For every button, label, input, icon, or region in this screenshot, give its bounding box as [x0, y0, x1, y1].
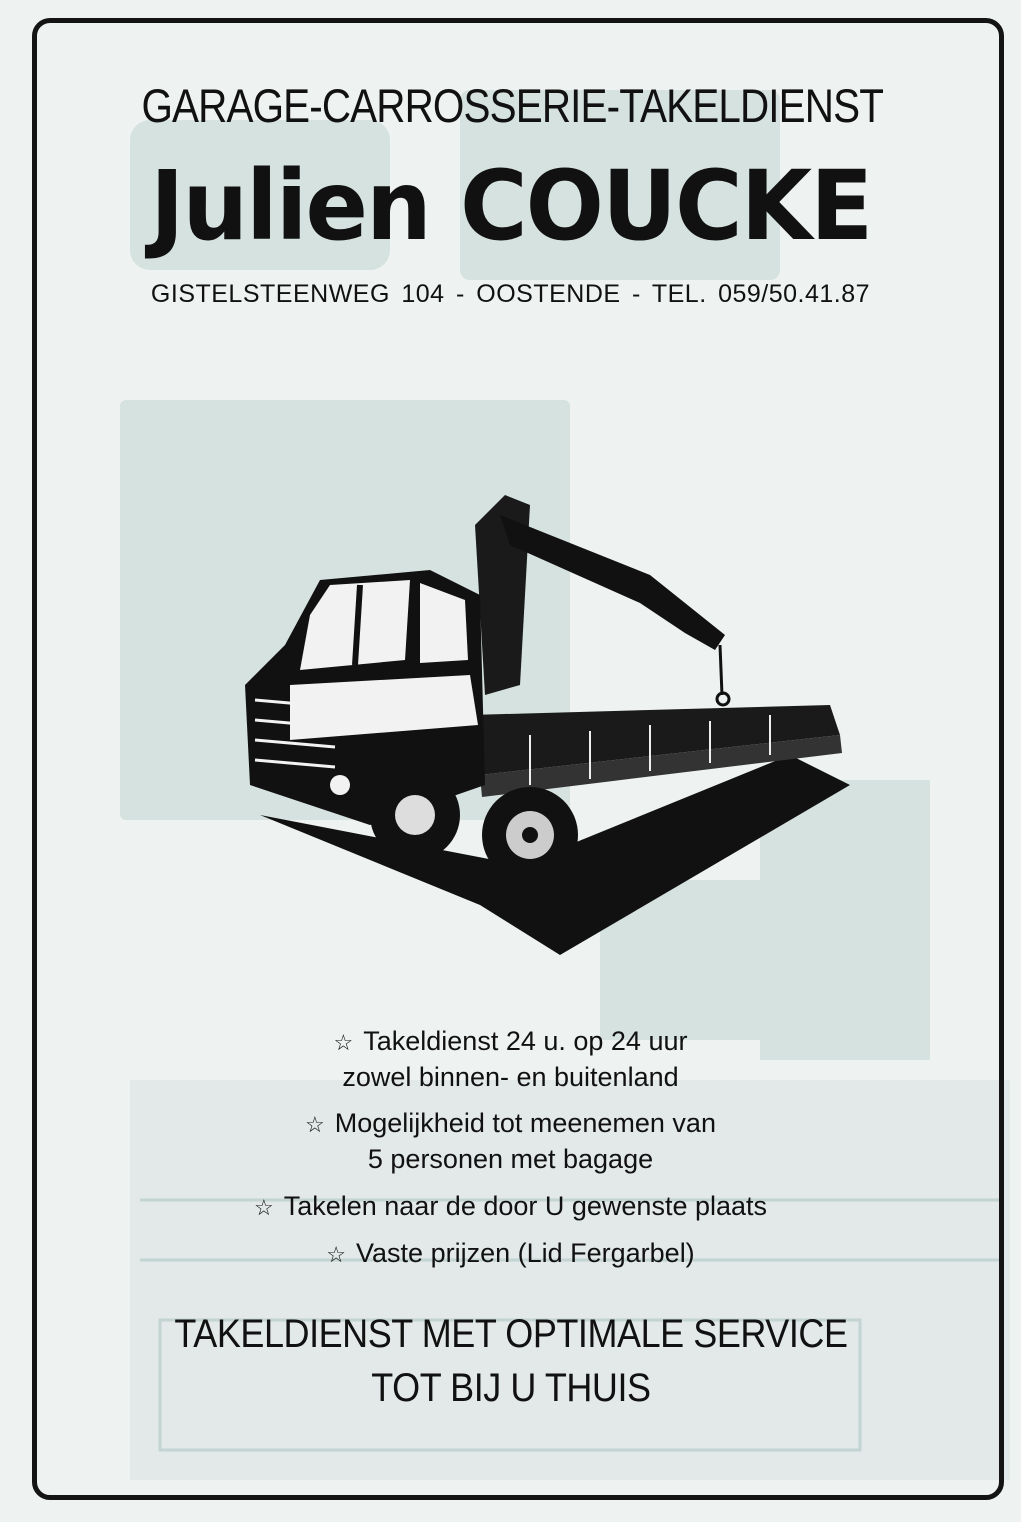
service-item-1-line-2: zowel binnen- en buitenland — [342, 1062, 679, 1092]
service-item-1 — [0, 1026, 1021, 1057]
star-outline-icon: ☆ — [333, 1030, 354, 1055]
name-last: COUCKE — [459, 150, 872, 262]
slogan-line-1: TAKELDIENST MET OPTIMALE SERVICE — [174, 1312, 848, 1356]
service-item-1-line-1: Takeldienst 24 u. op 24 uur — [363, 1026, 688, 1056]
name-first: Julien — [150, 150, 430, 262]
service-item-3-line-1: Takelen naar de door U gewenste plaats — [283, 1191, 768, 1221]
service-item-2-line-1: Mogelijkheid tot meenemen van — [334, 1108, 716, 1138]
business-address: GISTELSTEENWEG 104 - OOSTENDE - TEL. 059/50.41.87 — [150, 280, 871, 308]
ad-header: GARAGE-CARROSSERIE-TAKELDIENST — [141, 79, 884, 132]
slogan-line-2: TOT BIJ U THUIS — [371, 1366, 651, 1410]
star-outline-icon: ☆ — [305, 1112, 325, 1137]
service-item-2 — [0, 1108, 1021, 1139]
business-name — [21, 150, 1001, 262]
star-outline-icon: ☆ — [253, 1195, 274, 1220]
star-outline-icon: ☆ — [326, 1242, 347, 1267]
service-item-4-line-1: Vaste prijzen (Lid Fergarbel) — [356, 1238, 695, 1268]
service-item-4 — [0, 1238, 1021, 1269]
service-item-3 — [0, 1191, 1021, 1222]
tow-truck-icon — [230, 485, 850, 955]
service-item-2-line-2: 5 personen met bagage — [367, 1144, 654, 1174]
